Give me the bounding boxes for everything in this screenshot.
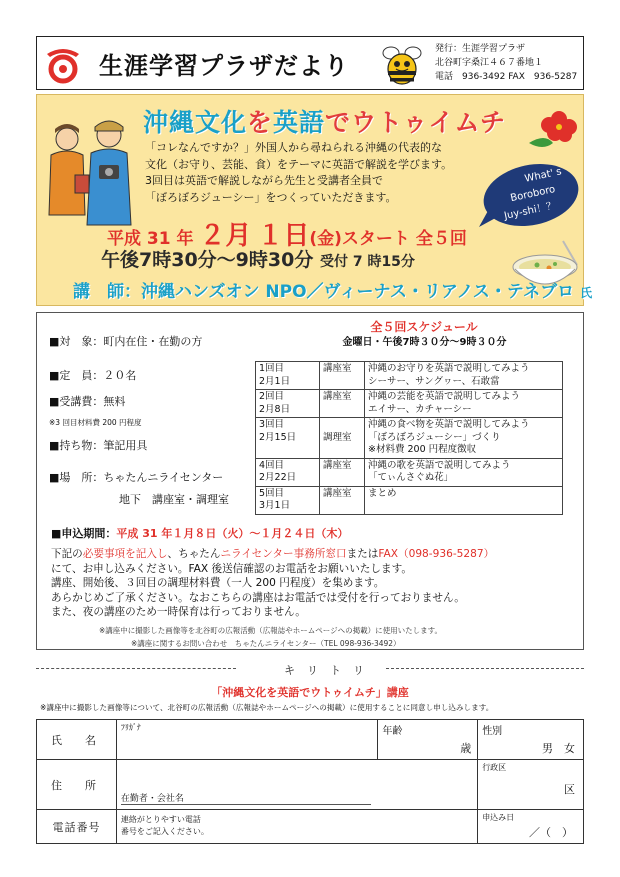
cut-line-label: キリトリ <box>284 664 376 677</box>
session-cell: 4回目 2月22日 <box>256 458 320 486</box>
topic-cell: 沖縄の歌を英語で説明してみよう 「てぃんさぐぬ花」 <box>365 458 563 486</box>
contact-note: ※講座に関するお問い合わせ ちゃたんニライセンター（TEL 098-936-3492） <box>131 639 401 648</box>
room-cell: 講座室 <box>320 362 365 390</box>
publisher-name: 発行：生涯学習プラザ <box>435 44 526 54</box>
address-field[interactable] <box>116 760 477 810</box>
topic-cell: 沖縄の芸能を英語で説明してみよう エイサー、カチャーシー <box>365 390 563 418</box>
phone-field[interactable] <box>116 810 477 844</box>
application-date-label: 申込み日 <box>482 813 515 822</box>
table-row <box>256 390 563 418</box>
district-label: 行政区 <box>482 763 507 772</box>
topic-cell: 沖縄の食べ物を英語で説明してみよう 「ぼろぼろジューシー」づくり ※材料費 200 円程度徴収 <box>365 418 563 459</box>
bubble-line: Juy-shi！？ <box>503 200 558 222</box>
banner-title: 沖縄文化を英語でウトゥイムチ <box>143 108 506 137</box>
reception-time: 受付 7 時15分 <box>319 254 415 270</box>
note-line: 講座、開始後、３回目の調理材料費（一人 200 円程度）を集めます。 <box>51 577 385 590</box>
form-row-phone <box>37 810 584 844</box>
form-title: 「沖縄文化を英語でウトゥイムチ」講座 <box>211 686 409 699</box>
description-line: 文化（お守り、芸能、食）をテーマに英語で解説を学びます。 <box>145 157 453 171</box>
note-line: にて、お申し込みください。FAX 後送信確認のお電話をお願いいたします。 <box>51 562 412 575</box>
furigana-label: ﾌﾘｶﾞﾅ <box>120 723 141 732</box>
speech-bubble <box>477 157 581 233</box>
name-field[interactable] <box>116 720 377 760</box>
publisher-phone: 電話 936-3492 FAX 936-5287 <box>435 72 578 82</box>
application-form <box>36 719 584 844</box>
table-row <box>256 486 563 514</box>
session-cell: 5回目 3月1日 <box>256 486 320 514</box>
items-to-bring: ■持ち物：筆記用具 <box>49 439 148 452</box>
start-date: 平成 31 年 ２月 １日(金)スタート 全５回 <box>107 221 467 251</box>
room-cell: 講座室 <box>320 458 365 486</box>
table-row <box>256 362 563 390</box>
note-line: あらかじめご了承ください。なおこちらの講座はお電話では受付を行っておりません。 <box>51 591 465 604</box>
application-date-field[interactable] <box>478 810 584 844</box>
event-info-box <box>36 312 584 650</box>
bubble-line: What' s <box>523 166 563 185</box>
age-label: 年齢 <box>382 726 403 737</box>
session-cell: 1回目 2月1日 <box>256 362 320 390</box>
address-label: 住 所 <box>37 760 117 810</box>
fee-note: ※3 回目材料費 200 円程度 <box>49 418 142 427</box>
bee-mascot-icon <box>377 39 427 89</box>
name-label: 氏 名 <box>37 720 117 760</box>
event-time: 午後7時30分〜9時30分 受付 7 時15分 <box>101 249 415 271</box>
target-audience: ■対 象：町内在住・在勤の方 <box>49 335 203 348</box>
description-line: 「ぼろぼろジューシー」をつくっていただきます。 <box>145 190 397 204</box>
session-cell: 3回目 2月15日 <box>256 418 320 459</box>
topic-cell: まとめ <box>365 486 563 514</box>
workplace-label: 在勤者・会社名 <box>121 791 371 805</box>
cut-dash <box>36 668 236 669</box>
photo-usage-note: ※講座中に撮影した画像等を北谷町の広報活動（広報誌やホームページへの掲載）に使用いたします。 <box>99 626 443 635</box>
phone-label: 電話番号 <box>37 810 117 844</box>
gender-field[interactable] <box>478 720 584 760</box>
gender-label: 性別 <box>482 726 503 737</box>
room-cell: 講座室 <box>320 486 365 514</box>
application-date-format: ／（ ） <box>529 826 573 839</box>
gender-options: 男 女 <box>542 742 575 755</box>
description-line: 「コレなんですか？」外国人から尋ねられる沖縄の代表的な <box>145 141 442 154</box>
application-notes <box>51 547 576 620</box>
capacity: ■定 員：２０名 <box>49 369 137 382</box>
bubble-line: Boroboro <box>509 183 557 205</box>
room-cell: 講座室 <box>320 390 365 418</box>
newsletter-title: 生涯学習プラザだより <box>99 52 349 80</box>
district-unit: 区 <box>564 783 575 796</box>
form-row-name <box>37 720 584 760</box>
description-line: 3回目は英語で解説しながら先生と受講者全員で <box>145 174 383 187</box>
town-emblem-icon <box>43 44 83 84</box>
schedule-subtitle: 金曜日・午後7時３０分〜9時３０分 <box>342 337 507 348</box>
cut-dash <box>386 668 584 669</box>
table-row <box>256 458 563 486</box>
phone-hint: 連絡がとりやすい電話 <box>120 815 201 824</box>
lecturer: 講 師：沖縄ハンズオン NPO／ヴィーナス・リアノス・テネブロ 氏 <box>73 282 593 302</box>
age-field[interactable] <box>378 720 478 760</box>
venue: ■場 所：ちゃたんニライセンター <box>49 471 224 484</box>
cut-line <box>36 662 584 676</box>
consent-note: ※講座中に撮影した画像等について、北谷町の広報活動（広報誌やホームページへの掲載）に使用することに同意し申し込みします。 <box>40 703 494 712</box>
publisher-address: 北谷町字桑江４６７番地１ <box>435 58 544 68</box>
schedule-title: 全５回スケジュール <box>370 320 478 334</box>
schedule-table <box>255 361 563 515</box>
event-banner <box>36 94 593 306</box>
age-unit: 歳 <box>460 742 472 755</box>
newsletter-header <box>36 36 584 90</box>
phone-hint: 番号をご記入ください。 <box>120 827 209 836</box>
session-cell: 2回目 2月8日 <box>256 390 320 418</box>
venue-room: 地下 講座室・調理室 <box>119 493 229 506</box>
district-field[interactable] <box>478 760 584 810</box>
note-line: また、夜の講座のため一時保育は行っておりません。 <box>51 606 306 619</box>
topic-cell: 沖縄のお守りを英語で説明してみよう シーサー、サングヮー、石敢當 <box>365 362 563 390</box>
fee: ■受講費：無料 <box>49 395 126 408</box>
table-row <box>256 418 563 459</box>
note-line: 下記の必要事項を記入し、ちゃたんニライセンター事務所窓口またはFAX（098-936-5287） <box>51 548 495 560</box>
form-row-address <box>37 760 584 810</box>
publisher-info <box>435 42 577 84</box>
room-cell: 調理室 <box>320 418 365 459</box>
application-period: ■申込期間：平成 31 年１月８日（火）〜１月２４日（木） <box>51 527 349 540</box>
